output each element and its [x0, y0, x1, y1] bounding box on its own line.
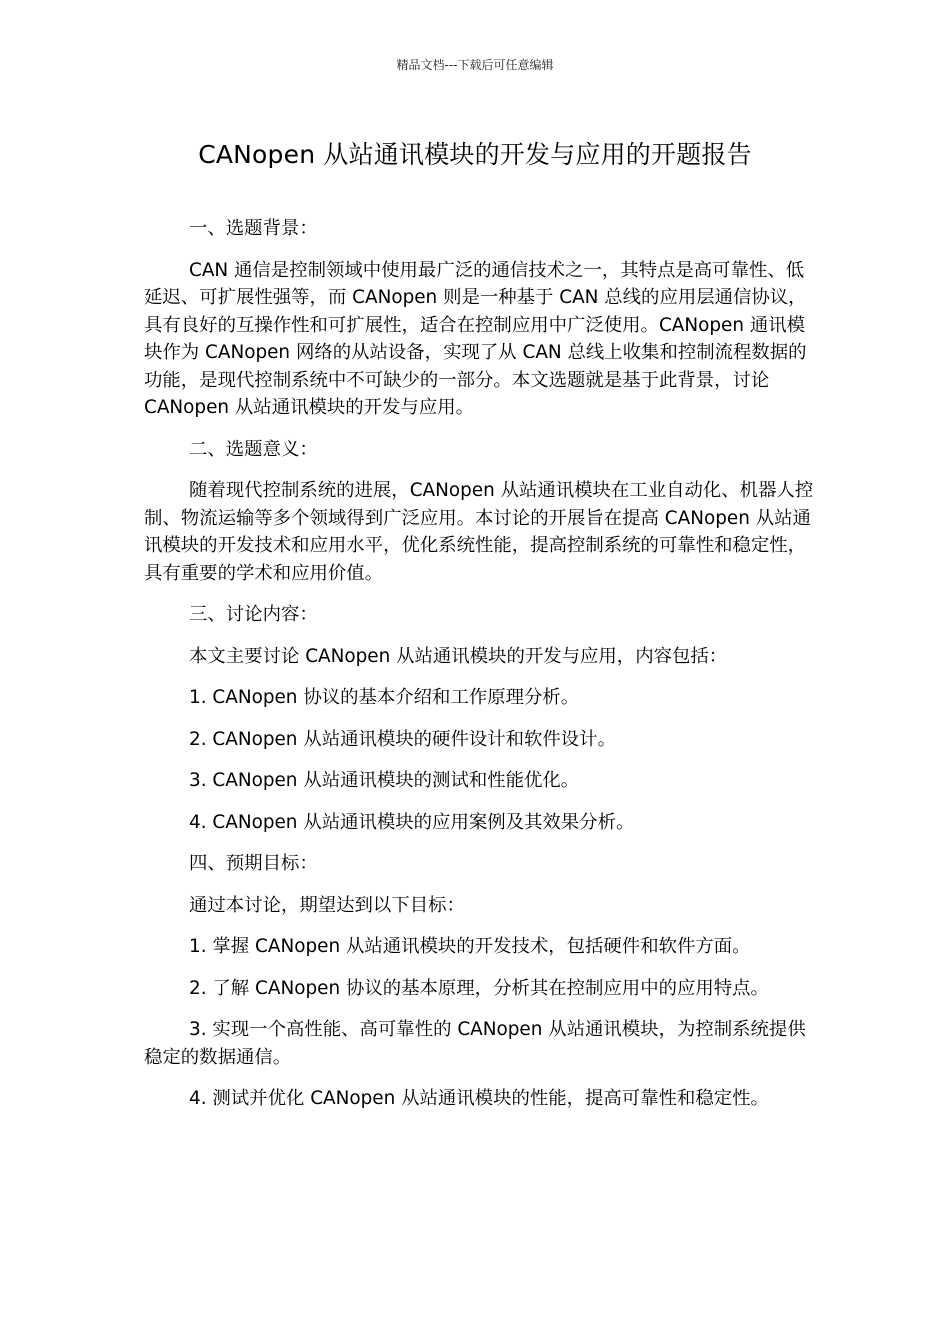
section-content-intro: 本文主要讨论 CANopen 从站通讯模块的开发与应用，内容包括： [189, 645, 728, 667]
document-title: CANopen 从站通讯模块的开发与应用的开题报告 [198, 140, 752, 169]
section-content-heading: 三、讨论内容： [189, 604, 318, 625]
goals-list-item: 3. 实现一个高性能、高可靠性的 CANopen 从站通讯模块，为控制系统提供稳定的数据通信。 [144, 1019, 806, 1068]
goals-list-item: 1. 掌握 CANopen 从站通讯模块的开发技术，包括硬件和软件方面。 [189, 936, 751, 957]
page-header: 精品文档---下载后可任意编辑 [396, 58, 554, 72]
section-goals-intro: 通过本讨论，期望达到以下目标： [189, 894, 465, 916]
goals-list-item: 4. 测试并优化 CANopen 从站通讯模块的性能，提高可靠性和稳定性。 [189, 1088, 769, 1109]
content-list-item: 1. CANopen 协议的基本介绍和工作原理分析。 [189, 687, 580, 708]
section-significance-heading: 二、选题意义： [189, 438, 318, 460]
section-background-heading: 一、选题背景： [189, 218, 318, 239]
goals-list-item: 2. 了解 CANopen 协议的基本原理，分析其在控制应用中的应用特点。 [189, 977, 769, 999]
content-list-item: 2. CANopen 从站通讯模块的硬件设计和软件设计。 [189, 728, 616, 750]
section-goals-heading: 四、预期目标： [189, 853, 318, 874]
content-list-item: 4. CANopen 从站通讯模块的应用案例及其效果分析。 [189, 811, 635, 833]
section-background-paragraph: CAN 通信是控制领域中使用最广泛的通信技术之一，其特点是高可靠性、低延迟、可扩展性强等，而 CANopen 则是一种基于 CAN 总线的应用层通信协议，具有良好的互操作性和可扩展性，适合在控制应用中广泛使用。CANopen 通讯模块作为 CANopen 网络的从站设备，实现了从 CAN 总线上收集和控制流程数据的功能，是现代控制系统中不可缺少的一部分。本文选题就是基于此背景，讨论 CANopen 从站通讯模块的开发与应用。 [144, 259, 807, 418]
section-significance-paragraph: 随着现代控制系统的进展，CANopen 从站通讯模块在工业自动化、机器人控制、物流运输等多个领域得到广泛应用。本讨论的开展旨在提高 CANopen 从站通讯模块的开发技术和应用水平，优化系统性能，提高控制系统的可靠性和稳定性，具有重要的学术和应用价值。 [144, 480, 814, 584]
content-list-item: 3. CANopen 从站通讯模块的测试和性能优化。 [189, 770, 580, 791]
document-body [144, 215, 814, 1113]
